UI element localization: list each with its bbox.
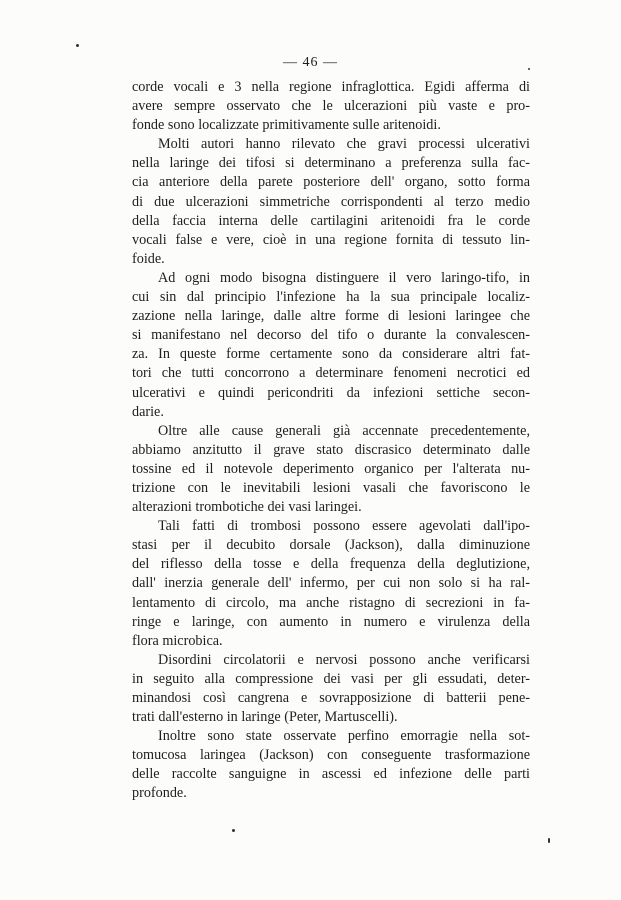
text-line: zazione nella laringe, dalle altre forme di lesioni laringee che (132, 308, 530, 325)
text-line: del riflesso della tosse e della frequenza della deglutizione, (132, 556, 530, 573)
text-line: vocali false e vere, cioè in una regione fornita di tessuto lin- (132, 231, 530, 248)
text-line: minandosi così cangrena e sovrapposizione di batterii pene- (132, 690, 530, 706)
scan-speck (548, 838, 550, 843)
text-line: avere sempre osservato che le ulcerazioni più vaste e pro- (132, 98, 530, 115)
text-line: cia anteriore della parete posteriore dell' organo, sotto forma (132, 174, 530, 191)
text-line: di due ulcerazioni simmetriche corrispondenti al terzo medio (132, 193, 530, 210)
text-line: cui sin dal principio l'infezione ha la sua principale localiz- (132, 289, 530, 306)
text-line: trati dall'esterno in laringe (Peter, Martuscelli). (132, 709, 398, 726)
text-line: foide. (132, 250, 165, 267)
text-line: darie. (132, 403, 164, 420)
text-line: Disordini circolatorii e nervosi possono anche verificarsi (158, 651, 530, 668)
text-line: stasi per il decubito dorsale (Jackson), dalla diminuzione (132, 537, 530, 554)
page-number: — 46 — (283, 55, 338, 70)
text-line: Ad ogni modo bisogna distinguere il vero laringo-tifo, in (158, 269, 530, 286)
text-line: in seguito alla compressione dei vasi per gli essudati, deter- (132, 670, 530, 687)
text-line: lentamento di circolo, ma anche ristagno di secrezioni in fa- (132, 594, 530, 611)
body-text (132, 78, 530, 804)
text-line: Tali fatti di trombosi possono essere agevolati dall'ipo- (158, 518, 530, 535)
scan-speck (528, 68, 530, 70)
text-line: fonde sono localizzate primitivamente sulle aritenoidi. (132, 117, 441, 134)
text-line: za. In queste forme certamente sono da considerare altri fat- (132, 346, 530, 363)
text-line: delle raccolte sanguigne in ascessi ed infezione delle parti (132, 766, 530, 783)
text-line: della faccia interna delle cartilagini aritenoidi fra le corde (132, 212, 530, 229)
text-line: profonde. (132, 785, 187, 802)
text-line: alterazioni trombotiche dei vasi laringei. (132, 499, 362, 516)
text-line: dall' inerzia generale dell' infermo, per cui non solo si ha ral- (132, 575, 530, 592)
text-line: ringe e laringe, con aumento in numero e virulenza della (132, 613, 530, 630)
text-line: tossine ed il notevole deperimento organico per l'alterata nu- (132, 460, 530, 477)
text-line: abbiamo anzitutto il grave stato discrasico determinato dalle (132, 441, 530, 458)
scan-speck (76, 44, 79, 47)
text-line: si manifestano nel decorso del tifo o durante la convalescen- (132, 327, 530, 344)
text-line: nella laringe dei tifosi si determinano a preferenza sulla fac- (132, 155, 530, 172)
text-line: flora microbica. (132, 632, 223, 649)
text-line: Oltre alle cause generali già accennate precedentemente, (158, 422, 530, 439)
text-line: corde vocali e 3 nella regione infraglottica. Egidi afferma di (132, 79, 530, 95)
scan-speck (232, 829, 235, 832)
text-line: tomucosa laringea (Jackson) con conseguente trasformazione (132, 747, 530, 764)
text-line: Molti autori hanno rilevato che gravi processi ulcerativi (158, 136, 530, 153)
text-line: Inoltre sono state osservate perfino emorragie nella sot- (158, 728, 530, 745)
text-line: trizione con le inevitabili lesioni vasali che favoriscono le (132, 479, 530, 496)
text-line: ulcerativi e quindi pericondriti da infezioni settiche secon- (132, 384, 530, 401)
text-line: tori che tutti concorrono a determinare fenomeni necrotici ed (132, 365, 530, 382)
